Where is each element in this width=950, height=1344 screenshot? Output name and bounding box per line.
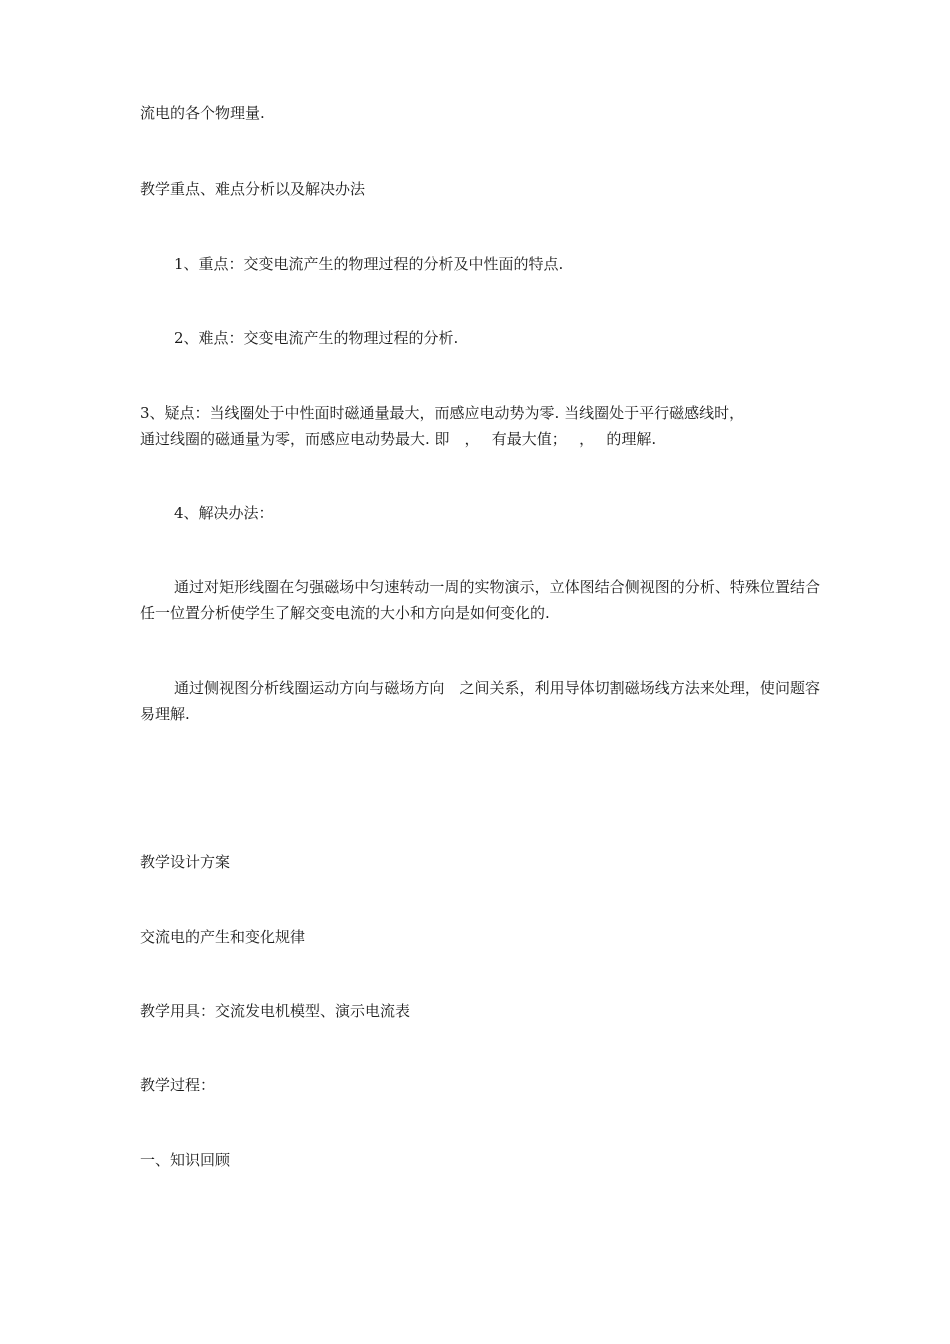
key-point-item: 1、重点：交变电流产生的物理过程的分析及中性面的特点. bbox=[174, 255, 564, 273]
teaching-process-heading: 教学过程： bbox=[140, 1076, 216, 1094]
solution-paragraph-1: 通过对矩形线圈在匀强磁场中匀速转动一周的实物演示，立体图结合侧视图的分析、特殊位置结合任一位置分析使学生了解交变电流的大小和方向是如何变化的. bbox=[140, 578, 820, 622]
solution-heading: 4、解决办法： bbox=[174, 504, 274, 522]
section-heading-key-points: 教学重点、难点分析以及解决办法 bbox=[140, 180, 366, 198]
teaching-tools: 教学用具：交流发电机模型、演示电流表 bbox=[140, 1002, 411, 1020]
knowledge-review-heading: 一、知识回顾 bbox=[140, 1151, 231, 1169]
solution-paragraph-2: 通过侧视图分析线圈运动方向与磁场方向 之间关系，利用导体切割磁场线方法来处理，使问题容易理解. bbox=[140, 679, 820, 723]
lesson-title: 交流电的产生和变化规律 bbox=[140, 928, 306, 946]
doubt-item-line-1: 3、疑点：当线圈处于中性面时磁通量最大，而感应电动势为零. 当线圈处于平行磁感线时， bbox=[140, 404, 745, 422]
design-plan-title: 教学设计方案 bbox=[140, 853, 231, 871]
doubt-item-line-2: 通过线圈的磁通量为零，而感应电动势最大. 即 ， 有最大值； ， 的理解. bbox=[140, 430, 657, 448]
paragraph-continuation: 流电的各个物理量. bbox=[140, 104, 265, 122]
difficulty-item: 2、难点：交变电流产生的物理过程的分析. bbox=[174, 329, 459, 347]
